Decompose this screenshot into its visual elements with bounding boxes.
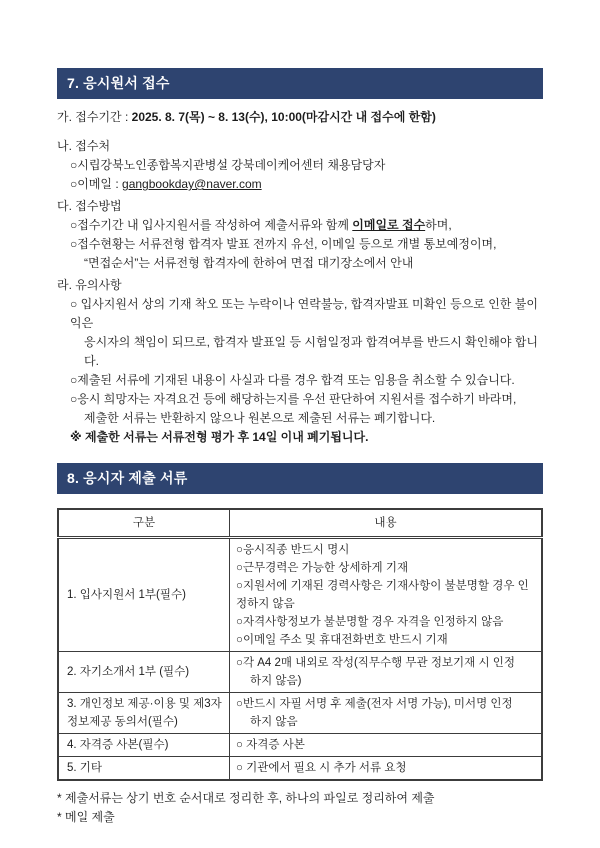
- notes-line: 응시자의 책임이 되므로, 합격자 발표일 등 시험일정과 합격여부를 반드시 확인해야 합니다.: [84, 335, 538, 368]
- submission-documents-table: [57, 508, 543, 781]
- content-item: ○ 기관에서 필요 시 추가 서류 요청: [236, 762, 407, 774]
- content-item: ○근무경력은 가능한 상세하게 기재: [236, 562, 409, 574]
- footnotes: [57, 789, 543, 827]
- column-header-category: 구분: [58, 509, 230, 538]
- row-label: 5. 기타: [58, 757, 230, 781]
- row-content: [230, 734, 543, 757]
- notes-line: 제출한 서류는 반환하지 않으나 원본으로 제출된 서류는 폐기합니다.: [84, 411, 436, 425]
- section-8: [57, 463, 543, 827]
- row-content: [230, 757, 543, 781]
- table-row: [58, 652, 542, 693]
- row-label: 4. 자격증 사본(필수): [58, 734, 230, 757]
- application-period-label: 가. 접수기간 :: [57, 110, 132, 124]
- table-row: [58, 757, 542, 781]
- content-item: 하지 않음: [250, 716, 298, 728]
- method-line-1-emphasis: 이메일로 접수: [352, 218, 426, 232]
- content-item: ○반드시 자필 서명 후 제출(전자 서명 가능), 미서명 인정: [236, 698, 513, 710]
- notes-line: ○응시 희망자는 자격요건 등에 해당하는지를 우선 판단하여 지원서를 접수하기 바라며,: [70, 392, 517, 406]
- row-content: [230, 693, 543, 734]
- application-method-line-1: [57, 216, 543, 235]
- method-line-1-post: 하며,: [425, 218, 452, 232]
- application-period-line: [57, 108, 543, 127]
- table-row: [58, 538, 542, 652]
- application-method-heading: 다. 접수방법: [57, 199, 122, 213]
- section-8-header: [57, 463, 543, 494]
- notes-block: [57, 276, 543, 447]
- content-item: ○각 A4 2매 내외로 작성(직무수행 무관 정보기재 시 인정: [236, 657, 515, 669]
- row-label: 2. 자기소개서 1부 (필수): [58, 652, 230, 693]
- application-period-value: 2025. 8. 7(목) ~ 8. 13(수), 10:00(마감시간 내 접수에 한함): [131, 110, 436, 124]
- application-method-line-3: “면접순서”는 서류전형 합격자에 한하여 면접 대기장소에서 안내: [84, 256, 414, 270]
- receipt-office-block: [57, 137, 543, 194]
- row-label: 1. 입사지원서 1부(필수): [58, 538, 230, 652]
- row-label: 3. 개인정보 제공·이용 및 제3자 정보제공 동의서(필수): [58, 693, 230, 734]
- content-item: ○자격사항정보가 불분명할 경우 자격을 인정하지 않음: [236, 616, 504, 628]
- content-item: ○ 자격증 사본: [236, 739, 305, 751]
- table-row: [58, 734, 542, 757]
- content-item: 하지 않음): [250, 675, 302, 687]
- notes-warning: ※ 제출한 서류는 서류전형 평가 후 14일 이내 폐기됩니다.: [70, 430, 369, 444]
- notes-line: ○ 입사지원서 상의 기재 착오 또는 누락이나 연락불능, 합격자발표 미확인 등으로 인한 불이익은: [70, 297, 538, 330]
- method-line-1-pre: ○접수기간 내 입사지원서를 작성하여 제출서류와 함께: [70, 218, 353, 232]
- application-method-line-2: ○접수현황는 서류전형 합격자 발표 전까지 유선, 이메일 등으로 개별 통보예정이며,: [70, 237, 497, 251]
- row-content: [230, 538, 543, 652]
- footnote: * 제출서류는 상기 번호 순서대로 정리한 후, 하나의 파일로 정리하여 제출: [57, 791, 435, 805]
- email-link[interactable]: gangbookday@naver.com: [122, 177, 262, 191]
- email-label: ○이메일 :: [70, 177, 123, 191]
- notes-heading: 라. 유의사항: [57, 278, 122, 292]
- receipt-office-org: ○시립강북노인종합복지관병설 강북데이케어센터 채용담당자: [70, 158, 386, 172]
- footnote: * 메일 제출: [57, 810, 115, 824]
- section-7-header: [57, 68, 543, 99]
- content-item: ○이메일 주소 및 휴대전화번호 반드시 기재: [236, 634, 448, 646]
- section-7-title: 7. 응시원서 접수: [67, 75, 170, 91]
- receipt-office-email-line: [57, 175, 543, 194]
- table-row: [58, 693, 542, 734]
- section-8-title: 8. 응시자 제출 서류: [67, 470, 188, 486]
- notes-line: ○제출된 서류에 기재된 내용이 사실과 다를 경우 합격 또는 임용을 취소할 수 있습니다.: [70, 373, 515, 387]
- receipt-office-heading: 나. 접수처: [57, 139, 111, 153]
- content-item: ○응시직종 반드시 명시: [236, 544, 350, 556]
- column-header-content: 내용: [230, 509, 543, 538]
- row-content: [230, 652, 543, 693]
- application-method-block: [57, 197, 543, 273]
- content-item: ○지원서에 기재된 경력사항은 기재사항이 불분명할 경우 인정하지 않음: [236, 580, 529, 610]
- table-header-row: [58, 509, 542, 538]
